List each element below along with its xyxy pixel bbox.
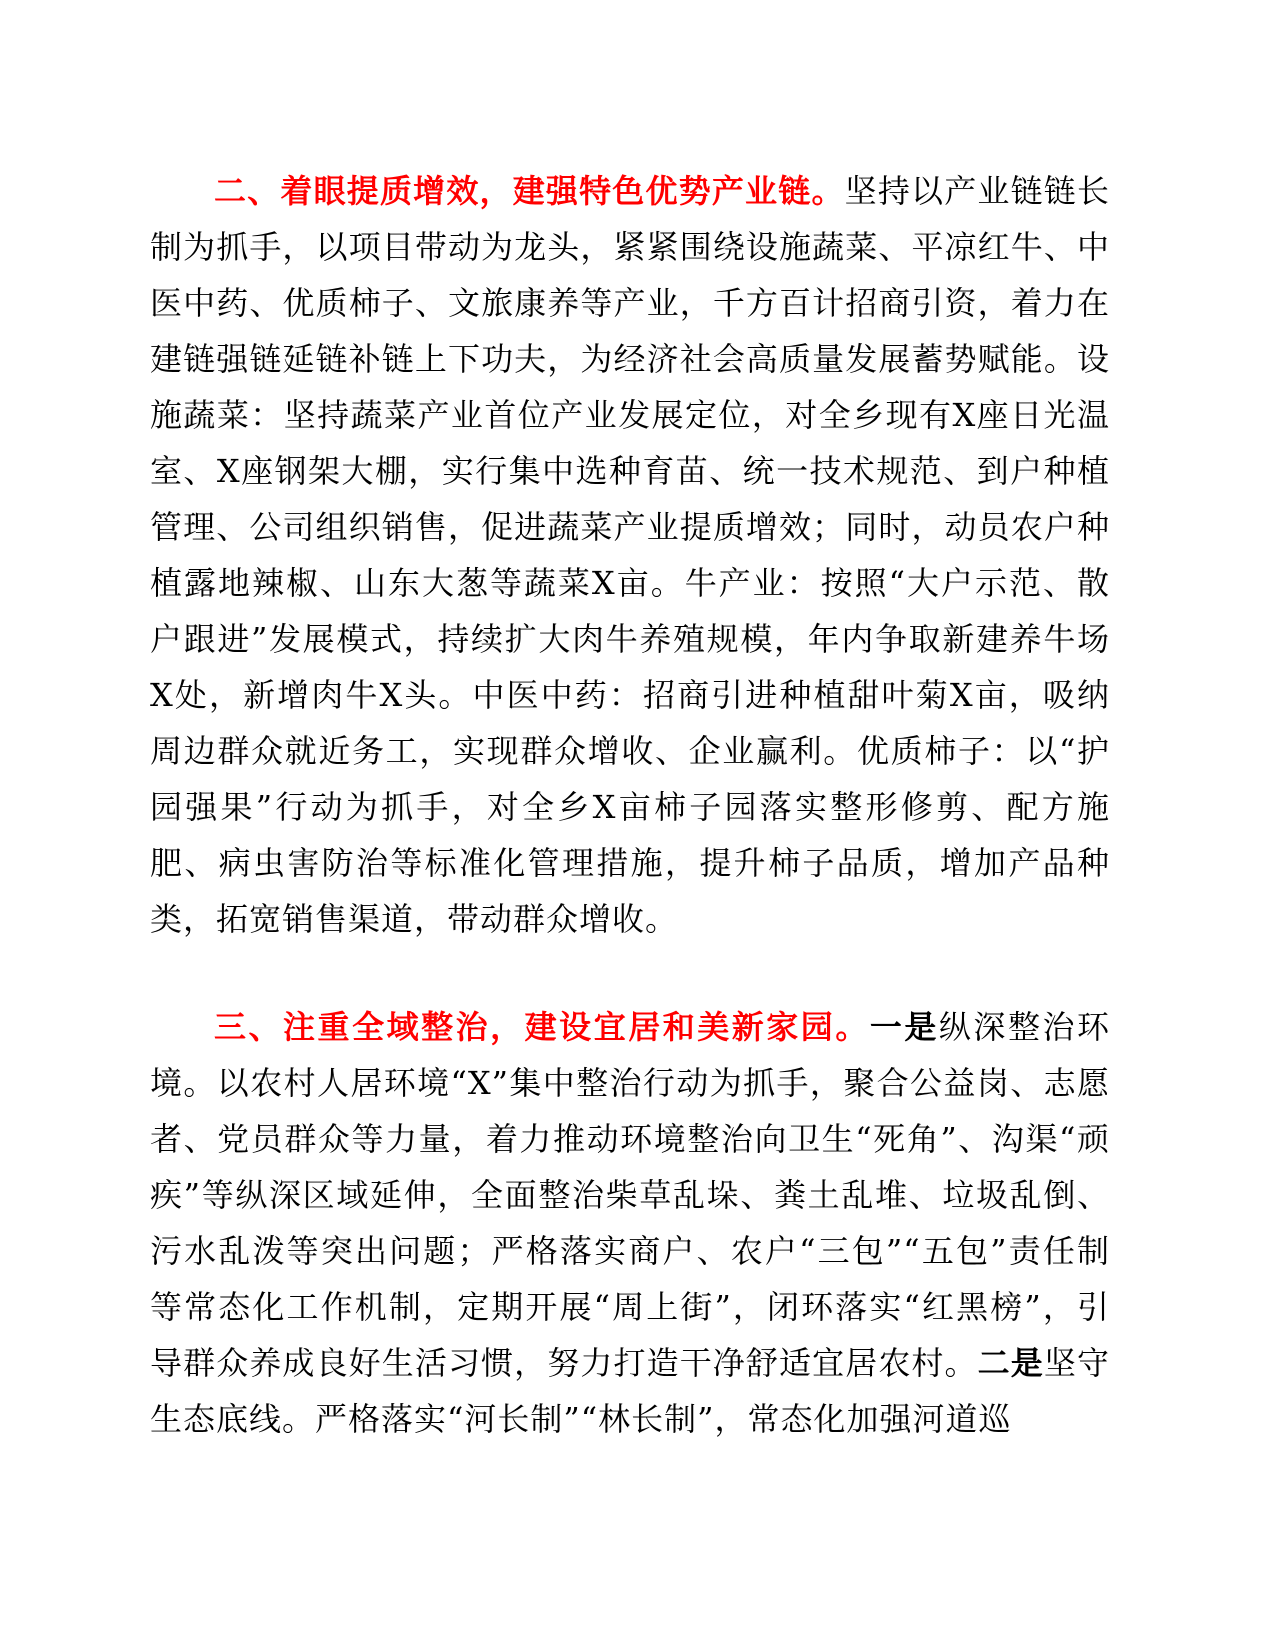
section-3-lead-second: 二是 — [977, 1344, 1044, 1382]
section-2-paragraph — [150, 163, 1110, 947]
section-3-paragraph — [150, 999, 1110, 1447]
section-3-text-second: 坚守生态底线。严格落实“河长制”“林长制”，常态化加强河道巡 — [150, 1344, 1110, 1438]
section-2-body: 坚持以产业链链长制为抓手，以项目带动为龙头，紧紧围绕设施蔬菜、平凉红牛、中医中药、优质柿子、文旅康养等产业，千方百计招商引资，着力在建链强链延链补链上下功夫，为经济社会高质量发展蓄势赋能。设施蔬菜：坚持蔬菜产业首位产业发展定位，对全乡现有X座日光温室、X座钢架大棚，实行集中选种育苗、统一技术规范、到户种植管理、公司组织销售，促进蔬菜产业提质增效；同时，动员农户种植露地辣椒、山东大葱等蔬菜X亩。牛产业：按照“大户示范、散户跟进”发展模式，持续扩大肉牛养殖规模，年内争取新建养牛场X处，新增肉牛X头。中医中药：招商引进种植甜叶菊X亩，吸纳周边群众就近务工，实现群众增收、企业赢利。优质柿子：以“护园强果”行动为抓手，对全乡X亩柿子园落实整形修剪、配方施肥、病虫害防治等标准化管理措施，提升柿子品质，增加产品种类，拓宽销售渠道，带动群众增收。 — [150, 172, 1110, 938]
section-2-heading: 二、着眼提质增效，建强特色优势产业链。 — [214, 172, 845, 210]
section-3-lead-first: 一是 — [869, 1008, 939, 1046]
section-3-heading: 三、注重全域整治，建设宜居和美新家园。 — [214, 1008, 870, 1046]
section-3-text-first: 纵深整治环境。以农村人居环境“X”集中整治行动为抓手，聚合公益岗、志愿者、党员群众等力量，着力推动环境整治向卫生“死角”、沟渠“顽疾”等纵深区域延伸，全面整治柴草乱垛、粪土乱堆、垃圾乱倒、污水乱泼等突出问题；严格落实商户、农户“三包”“五包”责任制等常态化工作机制，定期开展“周上街”，闭环落实“红黑榜”，引导群众养成良好生活习惯，努力打造干净舒适宜居农村。 — [150, 1008, 1110, 1382]
